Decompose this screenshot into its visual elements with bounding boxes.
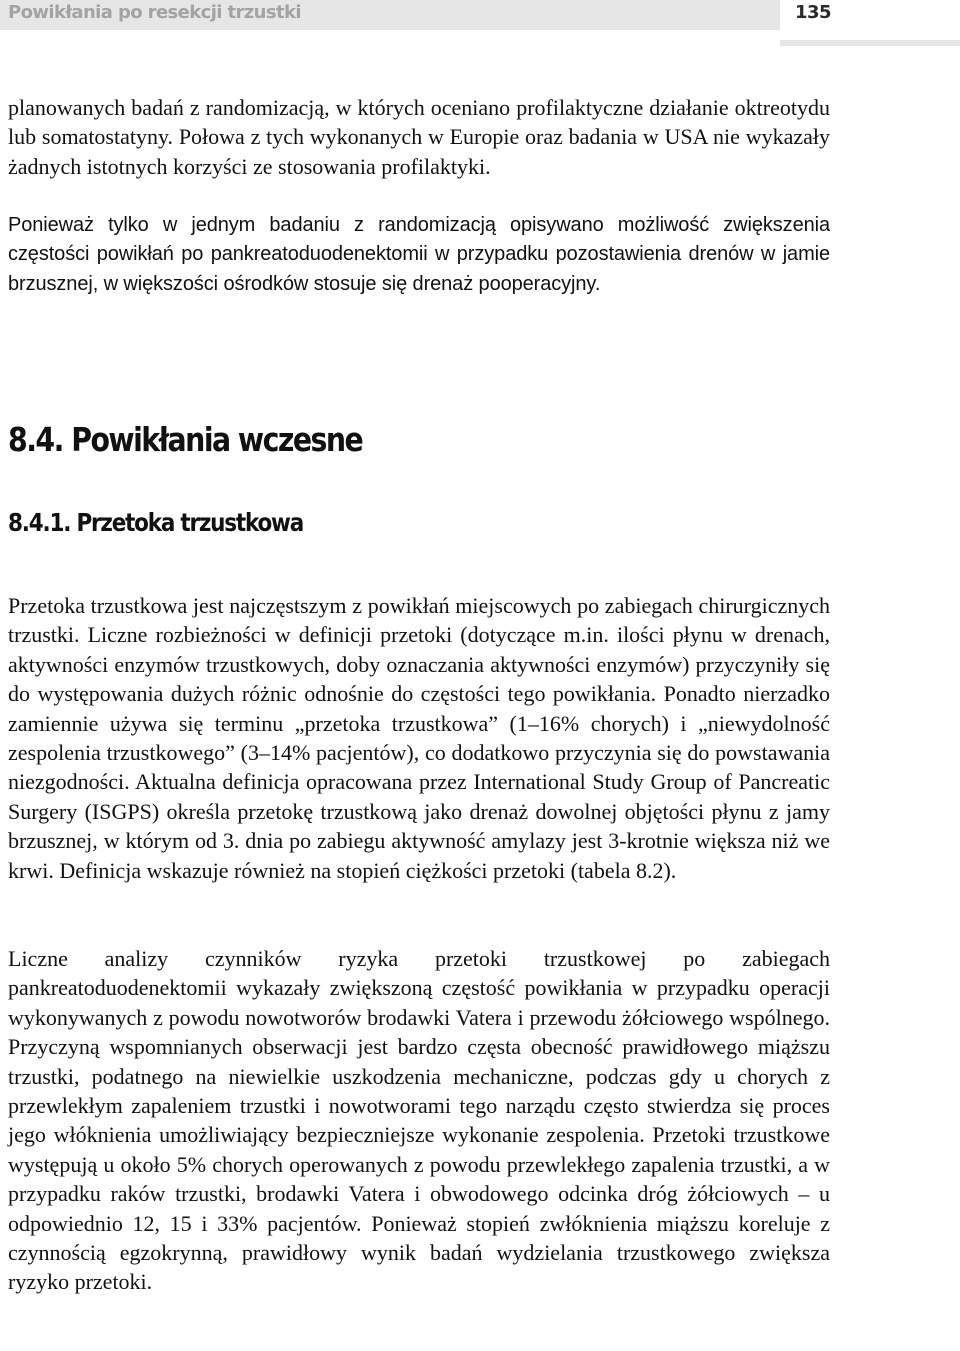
header-rule [780, 40, 960, 46]
paragraph-profilaktyka: planowanych badań z randomizacją, w których oceniano profilaktyczne działanie oktreotydu lub somatostatyny. Połowa z tych wykonanych w Europie oraz badania w USA nie wykazały żadnych istotnych korzyści ze stosowania profilaktyki. [8, 95, 830, 179]
paragraph-czynniki-ryzyka: Liczne analizy czynników ryzyka przetoki trzustkowej po zabiegach pankreatoduodenektomii wykazały zwiększoną częstość powikłania w przypadku operacji wykonywanych z powodu nowotworów brodawki Vatera i przewodu żółciowego wspólnego. Przyczyną wspomnianych obserwacji jest bardzo częsta obecność prawidłowego miąższu trzustki, podatnego na niewielkie uszkodzenia mechaniczne, podczas gdy u chorych z przewlekłym zapaleniem trzustki i nowotworami tego narządu często stwierdza się proces jego włóknienia umożliwiający bezpieczniejsze wykonanie zespolenia. Przetoki trzustkowe występują u około 5% chorych operowanych z powodu przewlekłego zapalenia trzustki, a w przypadku raków trzustki, brodawki Vatera i obwodowego odcinka dróg żółciowych – u odpowiednio 12, 15 i 33% pacjentów. Ponieważ stopień zwłóknienia miąższu koreluje z czynnością egzokrynną, prawidłowy wynik badań wydzielania trzustkowego zwiększa ryzyko przetoki. [8, 946, 830, 1295]
running-title: Powikłania po resekcji trzustki [8, 2, 301, 23]
section-heading: 8.4. Powikłania wczesne [8, 420, 363, 459]
paragraph-definicja-przetoki: Przetoka trzustkowa jest najczęstszym z powikłań miejscowych po zabiegach chirurgicznych trzustki. Liczne rozbieżności w definicji przetoki (dotyczące m.in. ilości płynu w drenach, aktywności enzymów trzustkowych, doby oznaczania aktywności enzymów) przyczyniły się do występowania dużych różnic odnośnie do częstości tego powikłania. Ponadto nierzadko zamiennie używa się terminu „przetoka trzustkowa” (1–16% chorych) i „niewydolność zespolenia trzustkowego” (3–14% pacjentów), co dodatkowo przyczynia się do powstawania niezgodności. Aktualna definicja opracowana przez International Study Group of Pancreatic Surgery (ISGPS) określa przetokę trzustkową jako drenaż dowolnej objętości płynu z jamy brzusznej, w którym od 3. dnia po zabiegu aktywność amylazy jest 3-krotnie większa niż we krwi. Definicja wskazuje również na stopień ciężkości przetoki (tabela 8.2). [8, 593, 830, 883]
running-header [0, 0, 960, 36]
paragraph-drenaz: Ponieważ tylko w jednym badaniu z randomizacją opisywano możliwość zwiększenia częstości powikłań po pankreatoduodenektomii w przypadku pozostawienia drenów w jamie brzusznej, w większości ośrodków stosuje się drenaż pooperacyjny. [8, 214, 830, 295]
subsection-heading: 8.4.1. Przetoka trzustkowa [8, 508, 304, 537]
page-number: 135 [795, 2, 832, 23]
